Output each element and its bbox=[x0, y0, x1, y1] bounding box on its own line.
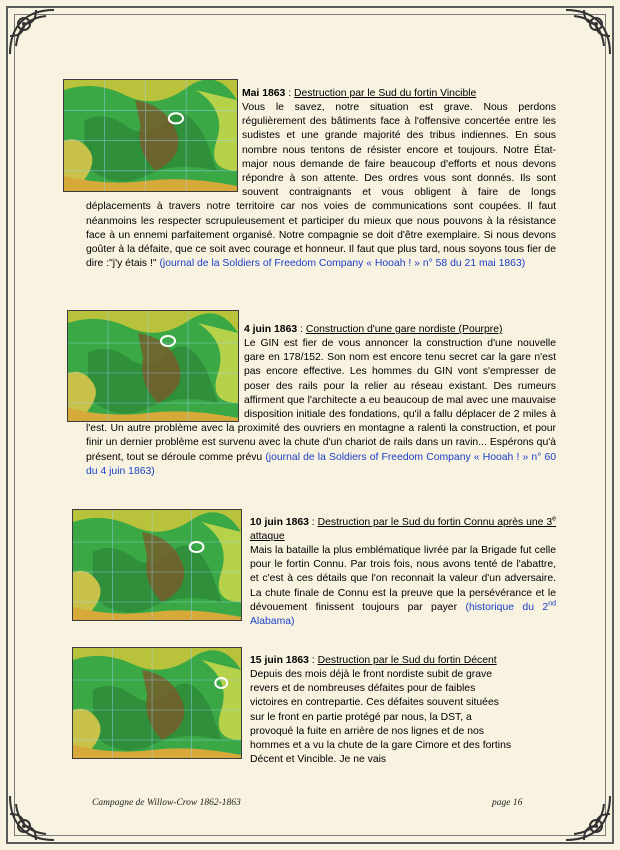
entry-flow-text bbox=[86, 337, 556, 479]
entry-date: Mai 1863 bbox=[242, 88, 286, 99]
entry-title-sup: e bbox=[552, 515, 557, 523]
footer-campaign-title: Campagne de Willow-Crow 1862-1863 bbox=[92, 798, 241, 808]
entry-body-text: Depuis des mois déjà le front nordiste subit de grave revers et de nombreuses défaites pour de faibles victoires en contrepartie. Ces défaites souvent situées sur le front en partie protégé par nous, la DST, a provoqué la fuite en arrière de nos lignes et de nos hommes et a vu la chute de la gare Cimore et des fortins Décent et Vincible. Je ne vais bbox=[250, 669, 512, 766]
entry-date: 4 juin 1863 bbox=[244, 324, 298, 335]
corner-ornament-icon bbox=[562, 792, 614, 844]
entry-body-text: Vous le savez, notre situation est grave. Nous perdons régulièrement des bâtiments face à l'offensive concertée entre les sudistes et une grande majorité des tribus indiennes. En sous nombre nous tentons de résister encore et toujours. Notre État-major nous demande de faire beaucoup d'efforts et nous devons répondre à son attente. Des ordres vous sont donnés. Ils sont souvent contraignants et vous obligent à faire de longs déplacements à travers notre territoire car nos voies de communications sont coupées. Il faut néanmoins les respecter scrupuleusement et participer du mieux que nous pouvons à la résistance face à un ennemi parfaitement organisé. Notre compagnie se doit d'être exemplaire. Si nous devons goûter à la défaite, que ce soit avec courage et honneur. Il faut que plus tard, nous soyons tous fier de dire :"j'y étais !" bbox=[86, 102, 556, 270]
entry-body-text: Le GIN est fier de vous annoncer la construction d'une nouvelle gare en 178/152. Son nom est encore tenu secret car la gare n'est pas encore effective. Les hommes du GIN vont s'empresser de poser des rails pour la relier au réseau existant. Des rumeurs affirment que l'architecte a eu beaucoup de mal avec une mauvaise disposition initiale des fondations, qu'il a fallu déplacer de 2 miles à l'est. Un autre problème avec la proximité des ouvriers en montagne a ralenti la construction, et pour finir un dernier problème est survenu avec la chute d'un chariot de rails dans un ravin... Espérons qu'à présent, tout se déroule comme prévu bbox=[86, 338, 556, 463]
entry-separator: : bbox=[297, 324, 306, 335]
entry-header bbox=[244, 323, 556, 337]
entry-body-text: Mais la bataille la plus emblématique livrée par la Brigade fut celle pour le fortin Connu. Par trois fois, nous avons tenté de l'abattre, et c'est à ces détails que l'on reconnait la valeur d'un adversaire. La chute finale de Connu est la preuve que la persévérance et le dévouement finissent toujours par payer bbox=[250, 545, 556, 613]
entry-text bbox=[242, 87, 556, 101]
map-image bbox=[72, 647, 242, 759]
entry-reference: (journal de la Soldiers of Freedom Company « Hooah ! » n° 60 du 4 juin 1863) bbox=[86, 451, 556, 477]
ref-text-end: Alabama) bbox=[250, 616, 295, 628]
entry-body bbox=[250, 544, 556, 629]
entry-title: Destruction par le Sud du fortin Décent bbox=[317, 655, 497, 666]
entry-flow-text bbox=[86, 101, 556, 271]
entry-title-end: attaque bbox=[250, 531, 285, 543]
corner-ornament-icon bbox=[6, 6, 58, 58]
entry-reference: (journal de la Soldiers of Freedom Company « Hooah ! » n° 58 du 21 mai 1863) bbox=[159, 258, 526, 270]
float-spacer bbox=[86, 337, 244, 421]
entry-header bbox=[250, 654, 556, 668]
ref-text: (historique du 2 bbox=[465, 601, 549, 613]
ref-sup: nd bbox=[548, 600, 557, 608]
entry-body bbox=[250, 668, 512, 767]
entry-header bbox=[250, 516, 556, 544]
entry-date: 10 juin 1863 bbox=[250, 517, 309, 528]
entry-separator: : bbox=[308, 655, 318, 666]
entry-title: Destruction par le Sud du fortin Vincible bbox=[294, 88, 477, 99]
corner-ornament-icon bbox=[6, 792, 58, 844]
map-image bbox=[72, 509, 242, 621]
corner-ornament-icon bbox=[562, 6, 614, 58]
entry-title-text: Destruction par le Sud du fortin Connu après une 3 bbox=[317, 517, 553, 528]
entry-title: Construction d'une gare nordiste (Pourpre) bbox=[305, 324, 503, 335]
float-spacer bbox=[86, 101, 242, 199]
entry-separator: : bbox=[285, 88, 294, 99]
entry-separator: : bbox=[308, 517, 318, 528]
footer-page-number: page 16 bbox=[492, 798, 523, 808]
entry-date: 15 juin 1863 bbox=[250, 655, 309, 666]
